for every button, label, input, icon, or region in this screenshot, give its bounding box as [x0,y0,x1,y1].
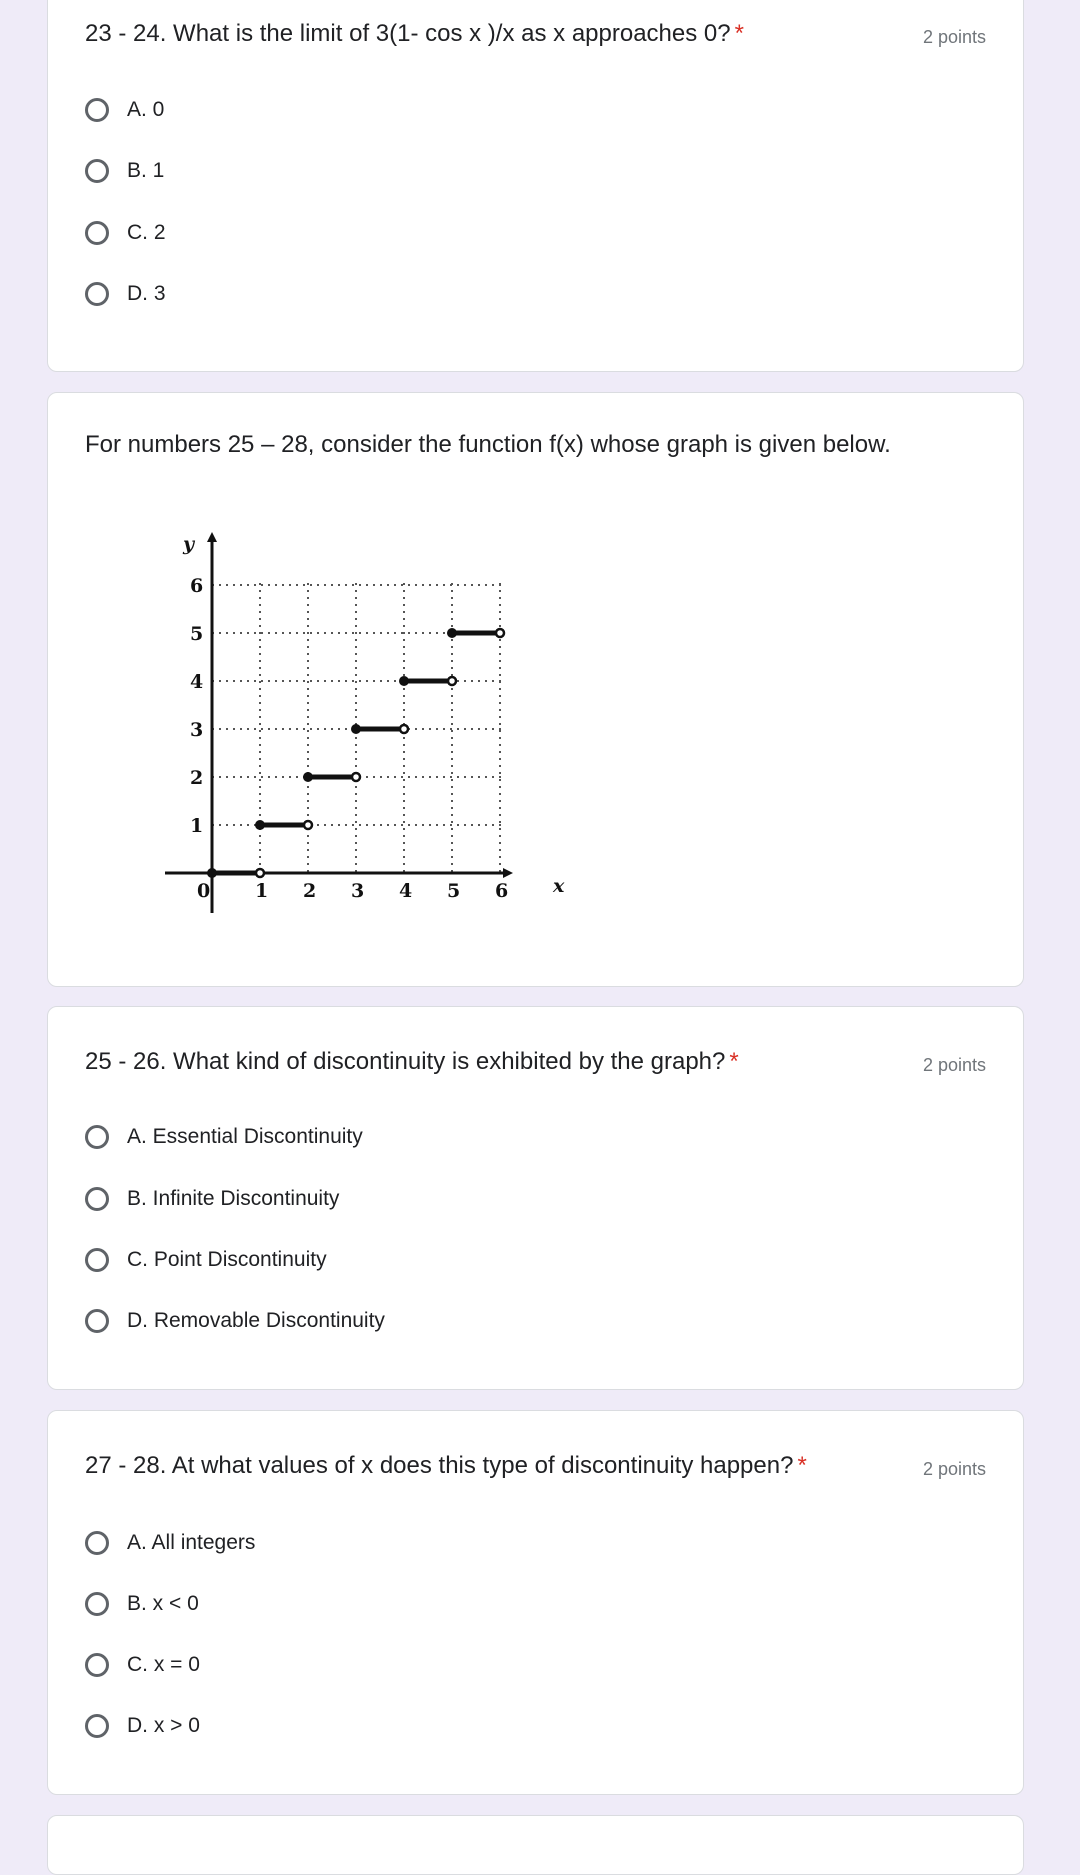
option-a[interactable] [85,1121,363,1153]
closed-endpoint [207,868,217,878]
question-card-27-28 [47,1410,1024,1795]
tick-labels [190,575,508,902]
y-tick-label: 4 [190,671,204,693]
points-label: 2 points [922,1459,986,1479]
question-title-text: 23 - 24. What is the limit of 3(1- cos x )/x as x approaches 0? [85,20,731,47]
option-label: D. x > 0 [127,1714,200,1737]
option-label: D. 3 [127,282,166,305]
option-d[interactable] [85,278,166,310]
option-label: A. 0 [127,98,165,121]
option-c[interactable] [85,217,166,249]
open-endpoint [448,677,456,685]
option-c[interactable] [85,1244,327,1276]
option-d[interactable] [85,1305,385,1337]
option-d[interactable] [85,1710,200,1742]
option-label: C. x = 0 [127,1653,200,1676]
radio-button[interactable] [85,1531,109,1555]
x-tick-label: 6 [495,880,509,902]
x-tick-label: 5 [447,880,461,902]
radio-button[interactable] [85,1309,109,1333]
radio-button[interactable] [85,1653,109,1677]
closed-endpoint [351,724,361,734]
option-label: A. Essential Discontinuity [127,1125,363,1148]
option-label: D. Removable Discontinuity [127,1309,385,1332]
points-label: 2 points [922,27,986,47]
question-card-25-26 [47,1006,1024,1390]
next-question-card [47,1815,1024,1875]
x-tick-label: 3 [351,880,365,902]
radio-button[interactable] [85,282,109,306]
closed-endpoint [303,772,313,782]
open-endpoint [304,821,312,829]
radio-button[interactable] [85,221,109,245]
y-tick-label: 3 [190,719,204,741]
question-title-text: 25 - 26. What kind of discontinuity is exhibited by the graph? [85,1048,726,1075]
option-label: B. Infinite Discontinuity [127,1187,340,1210]
option-b[interactable] [85,155,164,187]
question-title-text: 27 - 28. At what values of x does this type of discontinuity happen? [85,1452,794,1479]
x-tick-label: 1 [255,880,269,902]
x-axis-label: x [553,875,565,897]
x-tick-label: 0 [197,880,211,902]
question-card-23-24 [47,0,1024,372]
question-title [85,20,744,48]
x-tick-label: 2 [303,880,317,902]
y-tick-label: 1 [190,815,204,837]
open-endpoint [256,869,264,877]
option-label: C. 2 [127,221,166,244]
y-tick-label: 6 [190,575,204,597]
option-label: A. All integers [127,1531,256,1554]
question-title [85,1048,739,1076]
y-axis-arrow [207,532,217,542]
section-description: For numbers 25 – 28, consider the function f(x) whose graph is given below. [85,431,891,458]
required-asterisk: * [729,1048,739,1075]
closed-endpoint [447,628,457,638]
y-axis-label: y [183,533,195,555]
radio-button[interactable] [85,1187,109,1211]
question-title [85,1452,807,1480]
y-tick-label: 5 [190,623,204,645]
option-b[interactable] [85,1588,199,1620]
option-c[interactable] [85,1649,200,1681]
radio-button[interactable] [85,98,109,122]
option-label: B. x < 0 [127,1592,199,1615]
open-endpoint [400,725,408,733]
section-card-graph [47,392,1024,987]
points-label: 2 points [922,1055,986,1075]
closed-endpoint [399,676,409,686]
x-tick-label: 4 [399,880,413,902]
radio-button[interactable] [85,1125,109,1149]
option-label: B. 1 [127,159,165,182]
required-asterisk: * [797,1452,807,1479]
x-axis-arrow [503,868,513,878]
y-tick-label: 2 [190,767,204,789]
open-endpoint [352,773,360,781]
option-a[interactable] [85,94,164,126]
option-label: C. Point Discontinuity [127,1248,327,1271]
step-function-graph [113,528,573,928]
open-endpoint [496,629,504,637]
radio-button[interactable] [85,1714,109,1738]
closed-endpoint [255,820,265,830]
required-asterisk: * [734,20,744,47]
option-b[interactable] [85,1183,339,1215]
radio-button[interactable] [85,159,109,183]
radio-button[interactable] [85,1248,109,1272]
radio-button[interactable] [85,1592,109,1616]
option-a[interactable] [85,1527,255,1559]
